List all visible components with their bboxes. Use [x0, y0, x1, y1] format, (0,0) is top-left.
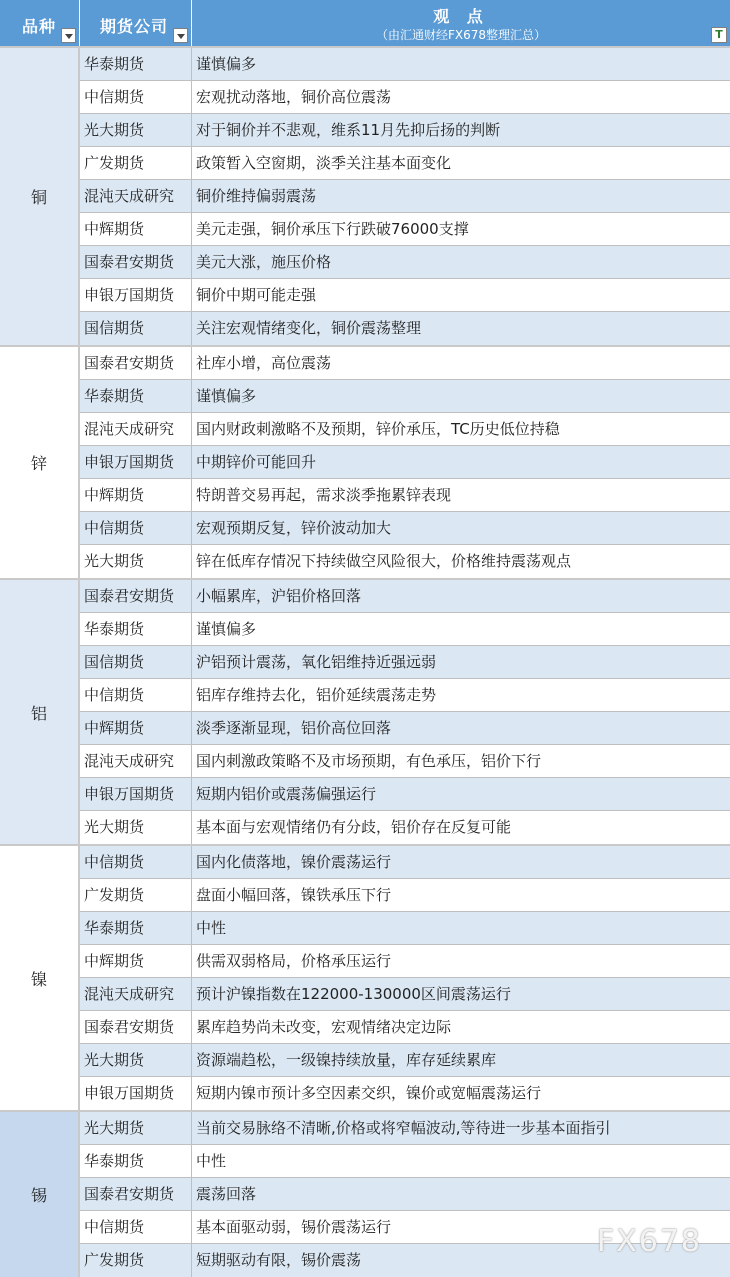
company-cell: 华泰期货 [80, 1145, 192, 1177]
watermark: FX678 [596, 1224, 702, 1259]
table-header [0, 0, 730, 46]
company-cell: 混沌天成研究 [80, 745, 192, 777]
company-cell: 中辉期货 [80, 213, 192, 245]
company-cell: 中辉期货 [80, 712, 192, 744]
company-cell: 华泰期货 [80, 380, 192, 412]
company-cell: 申银万国期货 [80, 1077, 192, 1110]
view-cell: 谨慎偏多 [196, 387, 257, 405]
commodity-cell: 锌 [0, 347, 80, 578]
commodity-group [0, 578, 730, 844]
view-cell: 宏观扰动落地，铜价高位震荡 [196, 88, 392, 106]
view-cell: 锌在低库存情况下持续做空风险很大，价格维持震荡观点 [196, 552, 572, 570]
table-row [80, 712, 730, 745]
group-rows [80, 580, 730, 844]
company-cell: 国泰君安期货 [80, 246, 192, 278]
table-row [80, 114, 730, 147]
table-row [80, 1077, 730, 1110]
table-row [80, 147, 730, 180]
table-row [80, 978, 730, 1011]
view-cell: 震荡回落 [196, 1185, 257, 1203]
view-cell: 累库趋势尚未改变，宏观情绪决定边际 [196, 1018, 452, 1036]
view-cell: 淡季逐渐显现，铝价高位回落 [196, 719, 392, 737]
view-cell: 供需双弱格局，价格承压运行 [196, 952, 392, 970]
view-cell: 特朗普交易再起，需求淡季拖累锌表现 [196, 486, 452, 504]
commodity-filter-dropdown-icon[interactable] [61, 28, 76, 43]
view-cell: 中性 [196, 919, 227, 937]
header-view-label: 观 点 [433, 7, 489, 26]
company-cell: 华泰期货 [80, 48, 192, 80]
company-cell: 华泰期货 [80, 613, 192, 645]
table-body [0, 46, 730, 1277]
table-row [80, 679, 730, 712]
table-row [80, 1145, 730, 1178]
table-row [80, 613, 730, 646]
table-row [80, 545, 730, 578]
header-commodity [0, 0, 80, 46]
view-cell: 小幅累库，沪铝价格回落 [196, 587, 362, 605]
company-cell: 中信期货 [80, 1211, 192, 1243]
view-cell: 谨慎偏多 [196, 55, 257, 73]
view-cell: 中期锌价可能回升 [196, 453, 317, 471]
view-cell: 资源端趋松，一级镍持续放量，库存延续累库 [196, 1051, 497, 1069]
company-cell: 光大期货 [80, 811, 192, 844]
view-cell: 沪铝预计震荡，氧化铝维持近强远弱 [196, 653, 437, 671]
header-view-subtitle: （由汇通财经FX678整理汇总） [375, 28, 547, 42]
view-cell: 盘面小幅回落，镍铁承压下行 [196, 886, 392, 904]
company-cell: 中信期货 [80, 81, 192, 113]
company-cell: 国泰君安期货 [80, 580, 192, 612]
view-cell: 对于铜价并不悲观，维系11月先抑后扬的判断 [196, 121, 501, 139]
company-cell: 混沌天成研究 [80, 978, 192, 1010]
view-cell: 基本面与宏观情绪仍有分歧，铝价存在反复可能 [196, 818, 512, 836]
view-cell: 预计沪镍指数在122000-130000区间震荡运行 [196, 985, 511, 1003]
commodity-cell: 铜 [0, 48, 80, 345]
view-cell: 当前交易脉络不清晰,价格或将窄幅波动,等待进一步基本面指引 [196, 1119, 611, 1137]
view-cell: 铝库存维持去化，铝价延续震荡走势 [196, 686, 437, 704]
company-cell: 光大期货 [80, 114, 192, 146]
header-company [80, 0, 192, 46]
view-cell: 社库小增，高位震荡 [196, 354, 332, 372]
table-row [80, 1044, 730, 1077]
company-cell: 国泰君安期货 [80, 1011, 192, 1043]
view-cell: 宏观预期反复，锌价波动加大 [196, 519, 392, 537]
table-row [80, 1178, 730, 1211]
table-row [80, 745, 730, 778]
company-cell: 中辉期货 [80, 945, 192, 977]
table-row [80, 846, 730, 879]
commodity-cell: 镍 [0, 846, 80, 1110]
commodity-group [0, 46, 730, 345]
view-cell: 短期内镍市预计多空因素交织，镍价或宽幅震荡运行 [196, 1084, 542, 1102]
company-cell: 混沌天成研究 [80, 413, 192, 445]
header-company-label: 期货公司 [100, 17, 169, 36]
view-cell: 政策暂入空窗期，淡季关注基本面变化 [196, 154, 452, 172]
company-cell: 广发期货 [80, 147, 192, 179]
commodity-cell: 锡 [0, 1112, 80, 1277]
table-row [80, 512, 730, 545]
company-cell: 中信期货 [80, 846, 192, 878]
table-row [80, 180, 730, 213]
company-cell: 国泰君安期货 [80, 1178, 192, 1210]
table-row [80, 246, 730, 279]
view-cell: 铜价维持偏弱震荡 [196, 187, 317, 205]
table-row [80, 213, 730, 246]
table-row [80, 446, 730, 479]
table-row [80, 312, 730, 345]
company-cell: 申银万国期货 [80, 279, 192, 311]
table-row [80, 413, 730, 446]
company-cell: 华泰期货 [80, 912, 192, 944]
view-cell: 美元走强，铜价承压下行跌破76000支撑 [196, 220, 469, 238]
company-cell: 广发期货 [80, 1244, 192, 1277]
company-cell: 广发期货 [80, 879, 192, 911]
company-cell: 光大期货 [80, 545, 192, 578]
group-rows [80, 347, 730, 578]
company-cell: 国信期货 [80, 646, 192, 678]
commodity-group [0, 844, 730, 1110]
commodity-group [0, 345, 730, 578]
table-row [80, 81, 730, 114]
group-rows [80, 48, 730, 345]
view-cell: 谨慎偏多 [196, 620, 257, 638]
company-cell: 国信期货 [80, 312, 192, 345]
view-cell: 国内财政刺激略不及预期，锌价承压，TC历史低位持稳 [196, 420, 560, 438]
company-cell: 中辉期货 [80, 479, 192, 511]
company-cell: 中信期货 [80, 512, 192, 544]
company-filter-dropdown-icon[interactable] [173, 28, 188, 43]
view-cell: 基本面驱动弱，锡价震荡运行 [196, 1218, 392, 1236]
view-cell: 美元大涨，施压价格 [196, 253, 332, 271]
group-rows [80, 846, 730, 1110]
table-row [80, 380, 730, 413]
view-cell: 关注宏观情绪变化，铜价震荡整理 [196, 319, 422, 337]
table-row [80, 479, 730, 512]
table-row [80, 1112, 730, 1145]
table-row [80, 646, 730, 679]
commodity-cell: 铝 [0, 580, 80, 844]
company-cell: 光大期货 [80, 1112, 192, 1144]
table-row [80, 347, 730, 380]
company-cell: 申银万国期货 [80, 446, 192, 478]
view-cell: 短期内铝价或震荡偏强运行 [196, 785, 377, 803]
filter-active-icon[interactable]: T [711, 27, 727, 43]
view-cell: 短期驱动有限，锡价震荡 [196, 1251, 362, 1269]
company-cell: 光大期货 [80, 1044, 192, 1076]
table-row [80, 279, 730, 312]
table-row [80, 811, 730, 844]
company-cell: 申银万国期货 [80, 778, 192, 810]
view-cell: 中性 [196, 1152, 227, 1170]
view-cell: 国内刺激政策略不及市场预期，有色承压，铝价下行 [196, 752, 542, 770]
view-cell: 国内化债落地，镍价震荡运行 [196, 853, 392, 871]
company-cell: 国泰君安期货 [80, 347, 192, 379]
header-view [192, 0, 730, 46]
table-row [80, 580, 730, 613]
table-row [80, 879, 730, 912]
table-row [80, 945, 730, 978]
table-row [80, 778, 730, 811]
table-row [80, 48, 730, 81]
company-cell: 中信期货 [80, 679, 192, 711]
header-commodity-label: 品种 [22, 17, 57, 36]
company-cell: 混沌天成研究 [80, 180, 192, 212]
table-row [80, 1011, 730, 1044]
view-cell: 铜价中期可能走强 [196, 286, 317, 304]
table-row [80, 912, 730, 945]
